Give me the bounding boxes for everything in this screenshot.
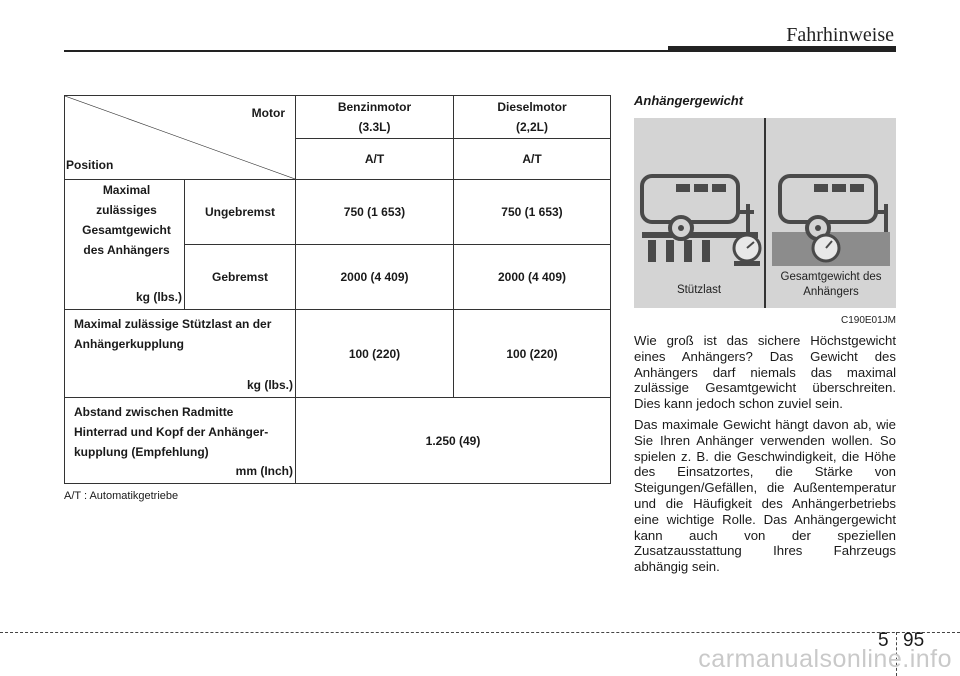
trailer-weight-figure xyxy=(634,118,896,326)
braked-label: Gebremst xyxy=(185,245,296,310)
tongue-load-benzin: 100 (220) xyxy=(296,310,454,398)
figure-label-tongue: Stützlast xyxy=(676,284,722,296)
watermark: carmanualsonline.info xyxy=(698,645,952,673)
max-weight-line-1: Maximal xyxy=(102,183,151,197)
col-header-diesel-name: Dieselmotor xyxy=(497,100,567,114)
figure-label-gross-line-1: Gesamtgewicht des xyxy=(780,271,882,283)
figure-code: C190E01JM xyxy=(840,315,896,326)
unbraked-label: Ungebremst xyxy=(185,180,296,245)
distance-value: 1.250 (49) xyxy=(296,398,611,484)
page-number: 95 xyxy=(903,630,925,651)
max-weight-line-2: zulässiges xyxy=(96,203,157,217)
scale-gauge-icon-left xyxy=(734,235,760,266)
col-header-benzin-sub: (3.3L) xyxy=(358,120,391,134)
footer-rule xyxy=(0,632,960,633)
distance-unit: mm (Inch) xyxy=(235,464,293,478)
tongue-weight-illustration xyxy=(634,118,764,308)
max-weight-line-4: des Anhängers xyxy=(83,243,170,257)
max-weight-unit: kg (lbs.) xyxy=(135,290,182,304)
max-weight-label xyxy=(65,180,185,310)
trailer-spec-table xyxy=(64,95,611,484)
col-header-benzin-name: Benzinmotor xyxy=(337,100,412,114)
tongue-load-line-2: Anhängerkupplung xyxy=(74,337,184,351)
body-paragraph-2: Das maximale Gewicht hängt davon ab, wie Sie Ihren Anhänger verwenden wollen. So spielen z. B. die Geschwindigkeit, die Höhe des Einsatzortes, die Stärke von Steigungen/Gefällen, die Außentemperatur und die Häufigkeit des Anhängerbetriebs eine wichtige Rolle. Das Anhängergewicht kann auch von der speziellen Zusatzausstattung Ihres Fahrzeugs abhängig sein. xyxy=(634,416,896,575)
corner-position-label: Position xyxy=(66,158,114,172)
col-header-benzin xyxy=(296,96,454,139)
scale-gauge-icon-right xyxy=(813,235,839,261)
corner-motor-label: Motor xyxy=(251,106,285,120)
header-rule xyxy=(64,50,668,52)
trans-benzin: A/T xyxy=(296,139,454,180)
tongue-load-diesel: 100 (220) xyxy=(454,310,611,398)
unbraked-benzin: 750 (1 653) xyxy=(296,180,454,245)
distance-label xyxy=(65,398,296,484)
tongue-load-line-1: Maximal zulässige Stützlast an der xyxy=(74,317,272,331)
trans-diesel: A/T xyxy=(454,139,611,180)
figure-label-gross xyxy=(766,270,896,300)
header-rule-bar xyxy=(668,46,896,52)
figure-label-gross-line-2: Anhängers xyxy=(803,286,859,298)
table-footnote: A/T : Automatikgetriebe xyxy=(64,490,179,502)
section-title: Anhängergewicht xyxy=(634,93,744,108)
max-weight-line-3: Gesamtgewicht xyxy=(82,223,171,237)
col-header-diesel-sub: (2,2L) xyxy=(515,120,548,134)
table-corner-cell xyxy=(65,96,296,180)
braked-benzin: 2000 (4 409) xyxy=(296,245,454,310)
braked-diesel: 2000 (4 409) xyxy=(454,245,611,310)
chapter-number: 5 xyxy=(878,630,889,651)
body-paragraph-1: Wie groß ist das sichere Höchstgewicht eines Anhängers? Das Gewicht des Anhängers darf niemals das maximal zulässige Gesamtgewicht überschreiten. Dies kann jedoch schon zuviel sein. xyxy=(634,333,896,412)
unbraked-diesel: 750 (1 653) xyxy=(454,180,611,245)
body-text xyxy=(634,333,896,580)
tongue-load-label xyxy=(65,310,296,398)
distance-line-2: Hinterrad und Kopf der Anhänger- xyxy=(74,425,269,439)
distance-line-1: Abstand zwischen Radmitte xyxy=(74,405,234,419)
tongue-load-unit: kg (lbs.) xyxy=(246,378,293,392)
distance-line-3: kupplung (Empfehlung) xyxy=(74,445,209,459)
page-header-title: Fahrhinweise xyxy=(786,24,894,46)
col-header-diesel xyxy=(454,96,611,139)
